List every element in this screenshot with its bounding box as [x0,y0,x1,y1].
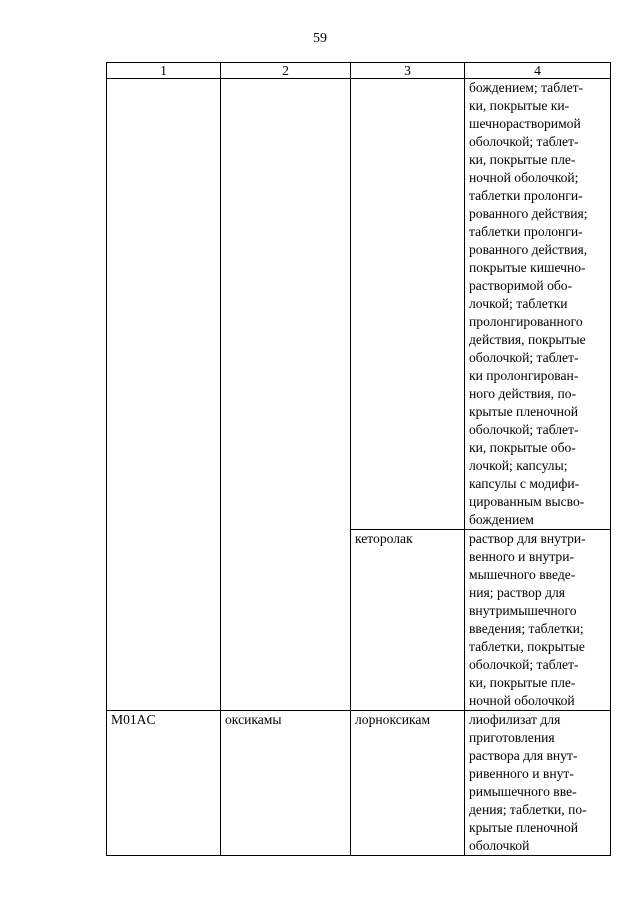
code-cell [107,711,221,856]
atc-code: M01AC [111,712,156,727]
dosage-forms: бождением; таблет- ки, покрытые ки- шечнорастворимой оболочкой; таблет- ки, покрытые пле- ночной оболочкой; таблетки пролонги- рованного действия; таблетки пролонги- рованного действия, покрытые кишечно- растворимой обо- лочкой; таблетки пролонгированного действия, покрытые оболочкой; таблет- ки пролонгирован- ного действия, по- крытые пленочной оболочкой; таблет- ки, покрытые обо- лочкой; капсулы; капсулы с модифи- цированным высво- бождением [469,80,588,527]
table-header-row [107,63,611,79]
forms-cell [465,79,611,530]
page-number: 59 [313,31,327,46]
column-header-3: 3 [351,63,465,79]
forms-cell [465,530,611,711]
group-cell [221,711,351,856]
drug-cell [351,79,465,530]
drug-name: лорноксикам [355,712,431,727]
code-cell [107,79,221,711]
table-row [107,711,611,856]
column-header-1: 1 [107,63,221,79]
drug-cell [351,711,465,856]
medication-table [106,62,611,856]
table-row [107,79,611,530]
group-cell [221,79,351,711]
dosage-forms: раствор для внутри- венного и внутри- мышечного введе- ния; раствор для внутримышечного введения; таблетки; таблетки, покрытые оболочкой; таблет- ки, покрытые пле- ночной оболочкой [469,531,586,708]
column-header-2: 2 [221,63,351,79]
forms-cell [465,711,611,856]
drug-cell [351,530,465,711]
dosage-forms: лиофилизат для приготовления раствора для внут- ривенного и внут- римышечного вве- дения; таблетки, по- крытые пленочной оболочкой [469,712,587,853]
column-header-4: 4 [465,63,611,79]
drug-group: оксикамы [225,712,282,727]
drug-name: кеторолак [355,531,413,546]
